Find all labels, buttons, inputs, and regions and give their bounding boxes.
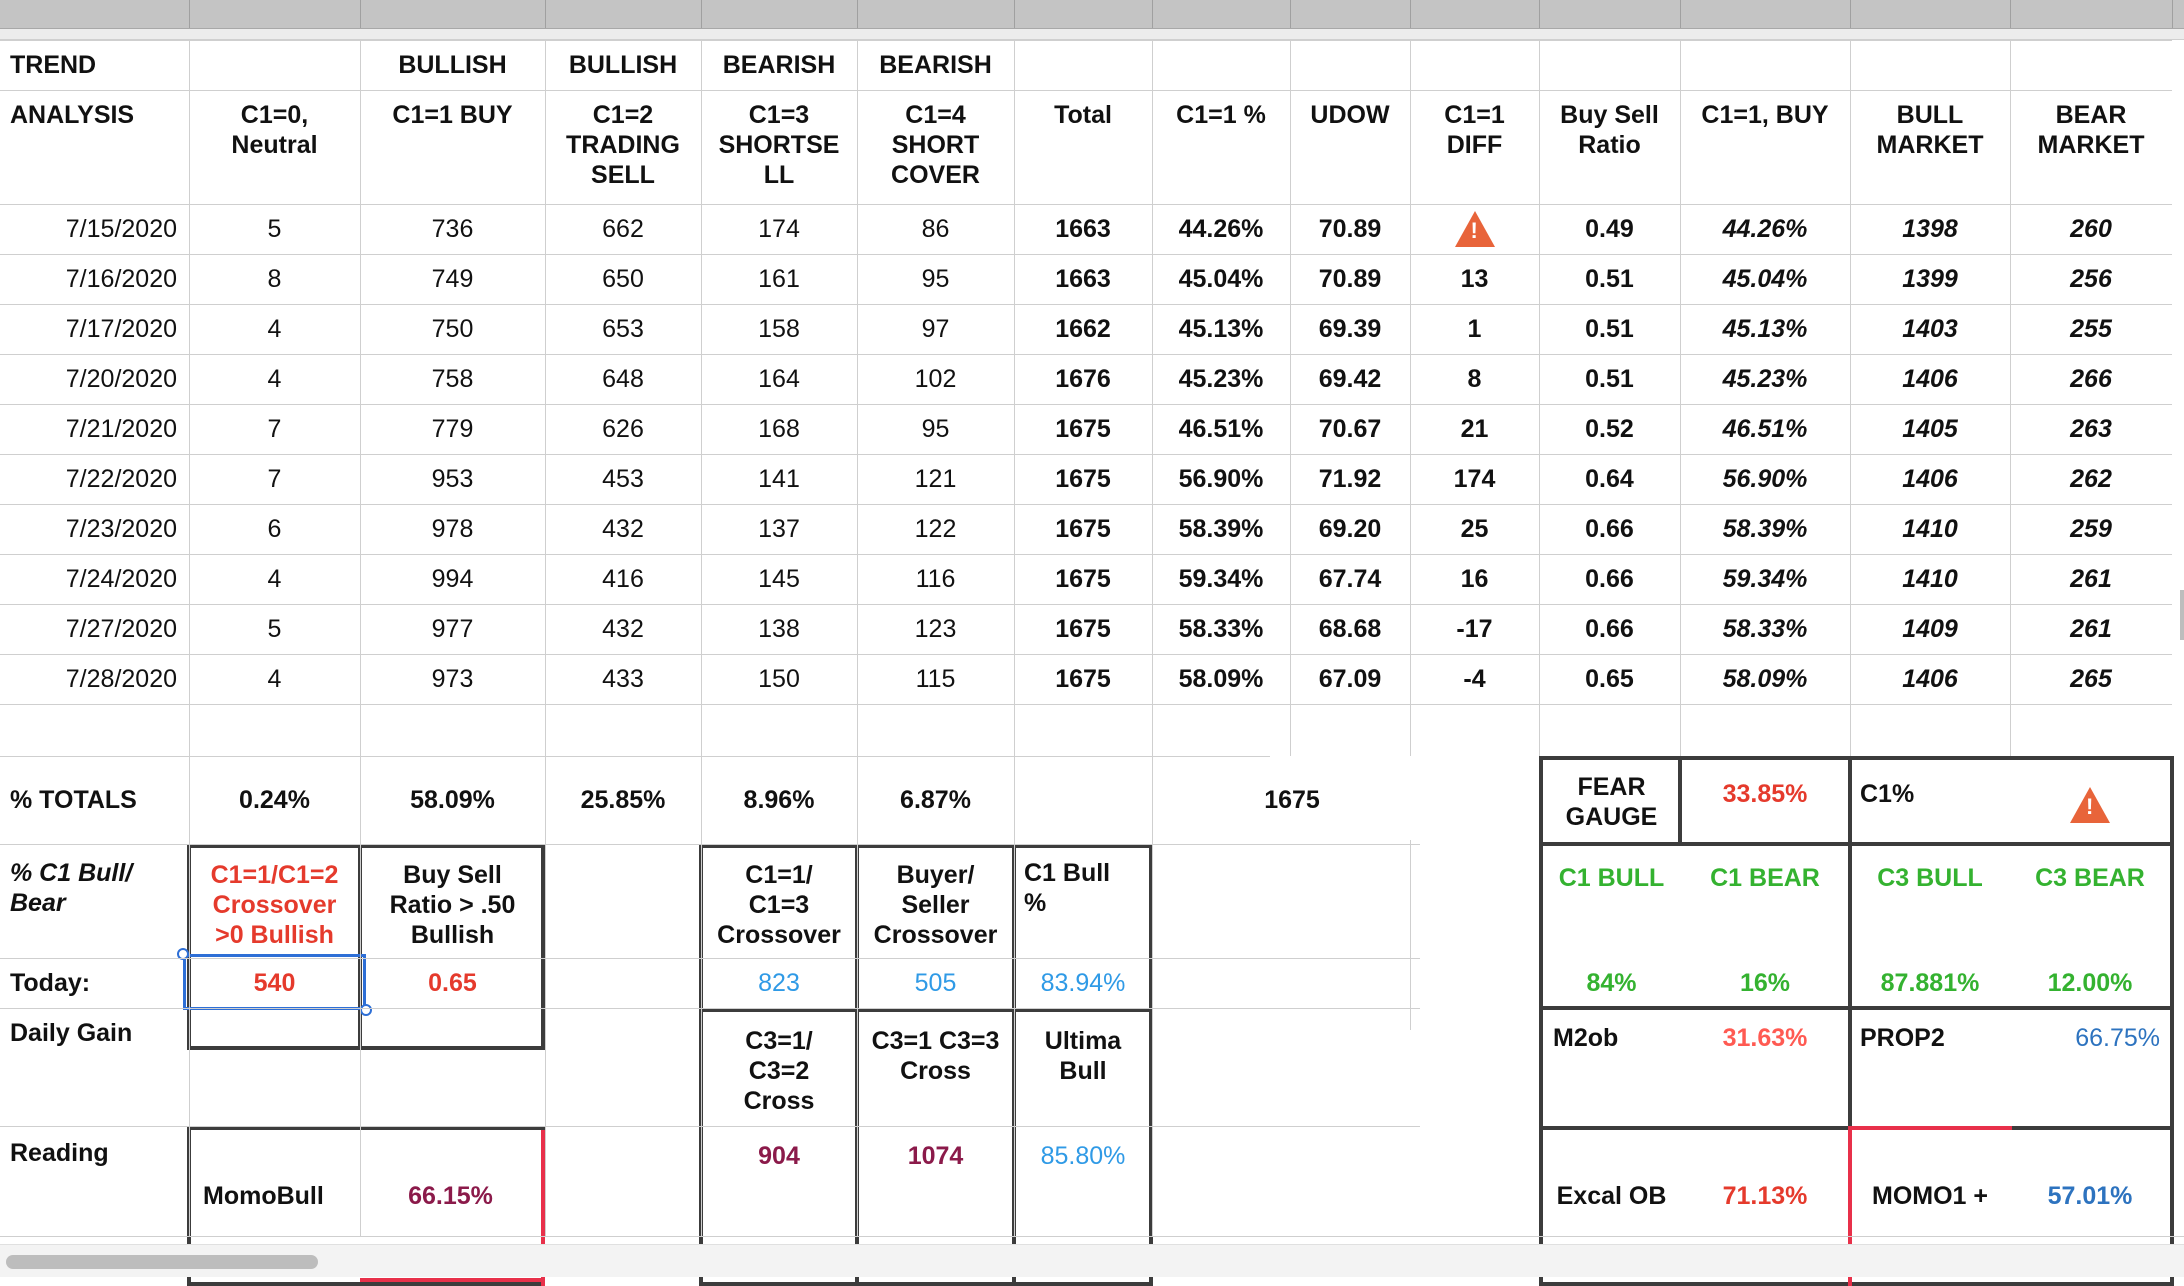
selection-handle-bottom[interactable] <box>360 1004 372 1016</box>
gridline-v <box>2010 40 2011 756</box>
cell-selection[interactable] <box>183 954 366 1010</box>
header-trend-10 <box>1539 40 1680 90</box>
table-cell: 7/16/2020 <box>65 265 177 293</box>
today-label: Today: <box>10 969 91 997</box>
momobull-value: 66.15% <box>408 1182 493 1210</box>
header-trend-8 <box>1290 40 1410 90</box>
header-trend-1 <box>189 40 360 90</box>
table-cell: 416 <box>602 565 644 593</box>
c3-cross-value: 904 <box>758 1142 800 1170</box>
table-cell: 973 <box>431 665 474 693</box>
c1-c3-crossover-label: C1=1/ C1=3 Crossover <box>717 861 841 949</box>
header-col-11: C1=1, BUY <box>1701 101 1829 129</box>
table-cell: 58.09% <box>1178 665 1264 693</box>
totals-c1-3: 8.96% <box>743 786 815 814</box>
column-header-separator[interactable] <box>1850 0 1851 28</box>
table-cell: 69.20 <box>1318 515 1382 543</box>
totals-total: 1675 <box>1264 786 1320 814</box>
table-cell: 13 <box>1460 265 1489 293</box>
table-cell: 137 <box>758 515 800 543</box>
today-buyer-seller: 505 <box>914 969 957 997</box>
gridline-v <box>1152 40 1153 756</box>
gridline-h <box>0 554 2172 555</box>
table-cell: 1675 <box>1055 665 1111 693</box>
gridline-h <box>0 1236 2184 1237</box>
gridline-h <box>0 756 1270 757</box>
gridline-v <box>1539 40 1540 756</box>
gridline-v <box>1410 840 1411 1030</box>
table-cell: 7 <box>267 465 282 493</box>
c3-c3-cross-label: C3=1 C3=3 Cross <box>871 1027 1000 1085</box>
gridline-v <box>1152 756 1153 1236</box>
table-cell: 70.67 <box>1318 415 1382 443</box>
column-header-separator[interactable] <box>545 0 546 28</box>
table-cell: 45.13% <box>1722 315 1808 343</box>
table-cell: 1662 <box>1055 315 1111 343</box>
m2ob-value: 31.63% <box>1722 1024 1808 1052</box>
table-cell: 261 <box>2070 615 2112 643</box>
table-cell: 7/15/2020 <box>65 215 177 243</box>
header-col-5: C1=4 SHORT COVER <box>891 101 980 189</box>
header-col-2: C1=1 BUY <box>392 101 513 129</box>
daily-gain-label: Daily Gain <box>10 1019 133 1047</box>
table-cell: 141 <box>758 465 800 493</box>
gridline-h <box>0 40 2172 41</box>
gridline-v <box>857 756 858 1236</box>
c1-bear-value: 16% <box>1739 969 1791 997</box>
table-cell: 150 <box>758 665 800 693</box>
header-trend-2: BULLISH <box>398 51 507 79</box>
table-cell: 45.23% <box>1178 365 1264 393</box>
header-trend-4: BEARISH <box>722 51 836 79</box>
table-cell: 977 <box>431 615 474 643</box>
table-cell: 7/23/2020 <box>65 515 177 543</box>
table-cell: 67.09 <box>1318 665 1382 693</box>
gridline-v <box>1410 40 1411 756</box>
header-trend-5: BEARISH <box>879 51 992 79</box>
table-cell: 626 <box>602 415 644 443</box>
table-cell: 7/21/2020 <box>65 415 177 443</box>
gridline-h <box>0 604 2172 605</box>
header-trend-6 <box>1014 40 1152 90</box>
table-cell: 115 <box>915 665 956 693</box>
table-cell: 45.23% <box>1722 365 1808 393</box>
table-cell: 0.52 <box>1585 415 1634 443</box>
table-cell: 21 <box>1460 415 1489 443</box>
table-cell: 5 <box>267 615 282 643</box>
ultima-bull-value: 85.80% <box>1040 1142 1126 1170</box>
table-cell: 1405 <box>1902 415 1958 443</box>
table-cell: 95 <box>921 415 950 443</box>
gridline-v <box>1014 40 1015 756</box>
table-cell: 102 <box>914 365 957 393</box>
momo1-accent-top <box>1848 1126 2012 1130</box>
gridline-v <box>1014 756 1015 1236</box>
table-cell: 1398 <box>1902 215 1958 243</box>
table-cell: -4 <box>1463 665 1486 693</box>
table-cell: 168 <box>758 415 800 443</box>
table-cell: 953 <box>431 465 474 493</box>
header-trend-9 <box>1410 40 1539 90</box>
c3-bear-value: 12.00% <box>2047 969 2133 997</box>
table-cell: 750 <box>431 315 474 343</box>
buyer-seller-label: Buyer/ Seller Crossover <box>873 861 998 949</box>
table-cell: 1406 <box>1902 465 1958 493</box>
table-cell: 45.04% <box>1722 265 1808 293</box>
table-cell: 7/27/2020 <box>65 615 177 643</box>
table-cell: 7 <box>267 415 282 443</box>
header-col-1: C1=0, Neutral <box>231 101 318 159</box>
ultima-bull-label: Ultima Bull <box>1044 1027 1122 1085</box>
table-cell: 1399 <box>1902 265 1958 293</box>
excal-ob-label: Excal OB <box>1556 1182 1667 1210</box>
gridline-v <box>360 40 361 756</box>
column-header-separator[interactable] <box>360 0 361 28</box>
table-cell: 262 <box>2070 465 2112 493</box>
c1-bull-pct-label: C1 Bull % <box>1024 859 1111 917</box>
table-cell: 994 <box>431 565 474 593</box>
totals-c1-4: 6.87% <box>900 786 971 814</box>
excal-ob-value: 71.13% <box>1722 1182 1808 1210</box>
table-cell: 68.68 <box>1318 615 1382 643</box>
column-header-separator[interactable] <box>2010 0 2011 28</box>
gridline-v <box>701 40 702 756</box>
gridline-h <box>0 1126 1420 1127</box>
table-cell: 8 <box>1467 365 1482 393</box>
table-cell: 95 <box>921 265 950 293</box>
gridline-h <box>0 958 1420 959</box>
table-cell: 736 <box>431 215 474 243</box>
table-cell: 432 <box>602 615 644 643</box>
header-col-4: C1=3 SHORTSE LL <box>718 101 840 189</box>
gridline-h <box>0 254 2172 255</box>
table-cell: 44.26% <box>1722 215 1808 243</box>
table-cell: 45.13% <box>1178 315 1264 343</box>
table-cell: 123 <box>914 615 957 643</box>
freeze-strip <box>0 29 2184 40</box>
gridline-v <box>545 40 546 756</box>
header-col-8: UDOW <box>1310 101 1390 129</box>
table-cell: 122 <box>914 515 957 543</box>
gridline-v <box>545 756 546 1236</box>
table-cell: 0.49 <box>1585 215 1634 243</box>
gridline-v <box>360 756 361 1236</box>
table-cell: 161 <box>758 265 800 293</box>
table-cell: 7/28/2020 <box>65 665 177 693</box>
table-cell: 158 <box>758 315 800 343</box>
table-cell: 7/22/2020 <box>65 465 177 493</box>
table-cell: 0.64 <box>1585 465 1634 493</box>
table-cell: 1663 <box>1055 215 1111 243</box>
table-cell: 56.90% <box>1722 465 1808 493</box>
table-cell: 255 <box>2070 315 2112 343</box>
header-col-7: C1=1 % <box>1176 101 1266 129</box>
table-cell: 7/17/2020 <box>65 315 177 343</box>
table-cell: 58.39% <box>1722 515 1808 543</box>
bull-bear-label: % C1 Bull/ Bear <box>10 859 133 917</box>
table-cell: 1409 <box>1902 615 1958 643</box>
table-cell: 58.33% <box>1178 615 1264 643</box>
today-ratio: 0.65 <box>428 969 477 997</box>
table-cell: 69.39 <box>1318 315 1382 343</box>
table-cell: 45.04% <box>1178 265 1264 293</box>
table-cell: 46.51% <box>1722 415 1808 443</box>
c1-bull-value: 84% <box>1586 969 1637 997</box>
warning-triangle-icon <box>1455 211 1495 247</box>
momo1-label: MOMO1 + <box>1872 1182 1988 1210</box>
c1-bear-label: C1 BEAR <box>1710 864 1820 892</box>
today-c1-bull: 83.94% <box>1040 969 1126 997</box>
table-cell: 16 <box>1460 565 1489 593</box>
gridline-v <box>1850 40 1851 756</box>
table-cell: 121 <box>914 465 957 493</box>
table-cell: 70.89 <box>1318 265 1382 293</box>
momobull-accent-bottom <box>360 1278 545 1282</box>
fear-gauge-label: FEAR GAUGE <box>1565 773 1658 831</box>
prop2-value: 66.75% <box>2075 1024 2160 1052</box>
vertical-scroll-indicator[interactable] <box>2180 590 2184 640</box>
c1-percent-label: C1% <box>1860 780 1915 808</box>
table-cell: 4 <box>267 365 282 393</box>
column-header-separator[interactable] <box>1680 0 1681 28</box>
table-cell: 758 <box>431 365 474 393</box>
table-cell: 648 <box>602 365 644 393</box>
gridline-h <box>0 504 2172 505</box>
table-cell: 70.89 <box>1318 215 1382 243</box>
gridline-v <box>1290 40 1291 756</box>
c3-bull-value: 87.881% <box>1880 969 1980 997</box>
table-cell: 5 <box>267 215 282 243</box>
gridline-v <box>1680 40 1681 756</box>
table-cell: 59.34% <box>1178 565 1264 593</box>
column-header-separator[interactable] <box>1290 0 1291 28</box>
table-cell: 58.09% <box>1722 665 1808 693</box>
gridline-v <box>701 756 702 1236</box>
table-cell: 0.66 <box>1585 615 1634 643</box>
header-col-6: Total <box>1054 101 1112 129</box>
table-cell: 432 <box>602 515 644 543</box>
table-cell: 1406 <box>1902 365 1958 393</box>
c3-bear-label: C3 BEAR <box>2035 864 2145 892</box>
header-trend-0: TREND <box>10 51 97 79</box>
table-cell: 0.51 <box>1585 365 1634 393</box>
gridline-h <box>0 454 2172 455</box>
table-cell: 25 <box>1460 515 1489 543</box>
header-trend-11 <box>1680 40 1850 90</box>
table-cell: 69.42 <box>1318 365 1382 393</box>
table-cell: 58.33% <box>1722 615 1808 643</box>
column-header-separator[interactable] <box>857 0 858 28</box>
table-cell: 0.66 <box>1585 565 1634 593</box>
crossover-label: C1=1/C1=2 Crossover >0 Bullish <box>210 861 339 949</box>
table-cell: 138 <box>758 615 800 643</box>
header-col-10: Buy Sell Ratio <box>1560 101 1659 159</box>
table-cell: 4 <box>267 315 282 343</box>
table-cell: 1675 <box>1055 565 1111 593</box>
table-cell: 260 <box>2070 215 2112 243</box>
column-header-separator[interactable] <box>2172 0 2173 28</box>
spreadsheet-grid[interactable] <box>0 40 2184 1236</box>
c3-cross-label: C3=1/ C3=2 Cross <box>743 1027 815 1115</box>
warning-triangle-icon <box>2070 787 2110 823</box>
table-cell: 265 <box>2070 665 2112 693</box>
table-cell: 266 <box>2070 365 2112 393</box>
table-cell: 67.74 <box>1318 565 1382 593</box>
table-cell: 174 <box>758 215 800 243</box>
gridline-v <box>189 40 190 756</box>
gauge-hdivider-1 <box>1539 842 2174 846</box>
totals-c1-1: 58.09% <box>410 786 495 814</box>
table-cell: 1 <box>1467 315 1482 343</box>
gauge-fear-divider <box>1678 756 1682 844</box>
gridline-h <box>0 704 2172 705</box>
table-cell: 4 <box>267 665 282 693</box>
header-trend-13 <box>2010 40 2172 90</box>
table-cell: 1675 <box>1055 515 1111 543</box>
gridline-h <box>0 1008 1420 1009</box>
table-cell: 46.51% <box>1178 415 1264 443</box>
header-col-12: BULL MARKET <box>1876 101 1984 159</box>
totals-label: % TOTALS <box>10 786 137 814</box>
c1-warning <box>2010 780 2170 830</box>
header-trend-12 <box>1850 40 2010 90</box>
table-cell: 1675 <box>1055 415 1111 443</box>
prop2-label: PROP2 <box>1860 1024 1945 1052</box>
table-cell: 44.26% <box>1178 215 1264 243</box>
gridline-v <box>857 40 858 756</box>
today-crossover[interactable]: 540 <box>253 969 296 997</box>
gridline-h <box>0 654 2172 655</box>
scrollbar-thumb[interactable] <box>6 1255 318 1269</box>
reading-label: Reading <box>10 1139 109 1167</box>
table-cell: 97 <box>921 315 950 343</box>
table-cell: 749 <box>431 265 474 293</box>
fear-gauge-value: 33.85% <box>1722 780 1808 808</box>
table-cell: 256 <box>2070 265 2112 293</box>
totals-c1-0: 0.24% <box>239 786 310 814</box>
header-col-0: ANALYSIS <box>10 101 135 129</box>
column-header-separator[interactable] <box>1014 0 1015 28</box>
table-cell: 0.51 <box>1585 265 1634 293</box>
table-cell: 4 <box>267 565 282 593</box>
table-cell: 116 <box>915 565 956 593</box>
header-trend-7 <box>1152 40 1290 90</box>
table-cell: 1403 <box>1902 315 1958 343</box>
header-trend-3: BULLISH <box>568 51 678 79</box>
table-cell: 263 <box>2070 415 2112 443</box>
m2ob-label: M2ob <box>1553 1024 1619 1052</box>
gridline-h <box>0 304 2172 305</box>
table-cell: 433 <box>602 665 644 693</box>
table-cell: 6 <box>267 515 282 543</box>
table-cell: 58.39% <box>1178 515 1264 543</box>
table-cell: 650 <box>602 265 644 293</box>
table-cell: 56.90% <box>1178 465 1264 493</box>
gridline-h <box>0 404 2172 405</box>
table-cell: 453 <box>602 465 644 493</box>
table-cell: 779 <box>431 415 474 443</box>
table-cell: 1410 <box>1902 565 1958 593</box>
today-c1-c3: 823 <box>758 969 800 997</box>
table-cell: 662 <box>602 215 644 243</box>
table-cell: 1663 <box>1055 265 1111 293</box>
table-cell: 259 <box>2070 515 2112 543</box>
column-header-separator[interactable] <box>701 0 702 28</box>
table-cell: 653 <box>602 315 644 343</box>
column-header-bar <box>0 0 2184 29</box>
table-cell: 7/24/2020 <box>65 565 177 593</box>
table-cell: 8 <box>267 265 282 293</box>
gridline-h <box>0 354 2172 355</box>
gauge-hdivider-2 <box>1539 1006 2174 1010</box>
header-col-3: C1=2 TRADING SELL <box>566 101 680 189</box>
table-cell: 1676 <box>1055 365 1111 393</box>
table-cell: 0.65 <box>1585 665 1634 693</box>
column-header-separator[interactable] <box>1410 0 1411 28</box>
column-header-separator[interactable] <box>189 0 190 28</box>
table-cell: 145 <box>758 565 800 593</box>
table-cell <box>1410 204 1539 254</box>
table-cell: 174 <box>1453 465 1496 493</box>
ratio-label: Buy Sell Ratio > .50 Bullish <box>389 861 516 949</box>
totals-c1-2: 25.85% <box>580 786 666 814</box>
table-cell: 0.66 <box>1585 515 1634 543</box>
table-cell: 7/20/2020 <box>65 365 177 393</box>
table-cell: 0.51 <box>1585 315 1634 343</box>
table-cell: 86 <box>921 215 950 243</box>
table-cell: 1410 <box>1902 515 1958 543</box>
table-cell: 164 <box>758 365 800 393</box>
gridline-v <box>189 756 190 1236</box>
horizontal-scrollbar[interactable] <box>0 1244 2184 1277</box>
table-cell: 978 <box>431 515 474 543</box>
header-col-13: BEAR MARKET <box>2037 101 2145 159</box>
gridline-h <box>0 90 2172 91</box>
c3-c3-cross-value: 1074 <box>907 1142 964 1170</box>
header-col-9: C1=1 DIFF <box>1444 101 1505 159</box>
table-cell: 1675 <box>1055 615 1111 643</box>
table-cell: 59.34% <box>1722 565 1808 593</box>
table-cell: 71.92 <box>1318 465 1382 493</box>
table-cell: 1406 <box>1902 665 1958 693</box>
column-header-separator[interactable] <box>1152 0 1153 28</box>
table-cell: 1675 <box>1055 465 1111 493</box>
momobull-label: MomoBull <box>203 1182 324 1210</box>
c1-bull-label: C1 BULL <box>1558 864 1665 892</box>
column-header-separator[interactable] <box>1539 0 1540 28</box>
gridline-h <box>0 204 2172 205</box>
gridline-h <box>0 844 1420 845</box>
momo1-value: 57.01% <box>2047 1182 2133 1210</box>
table-cell: -17 <box>1456 615 1493 643</box>
table-cell: 261 <box>2070 565 2112 593</box>
c3-bull-label: C3 BULL <box>1877 864 1983 892</box>
